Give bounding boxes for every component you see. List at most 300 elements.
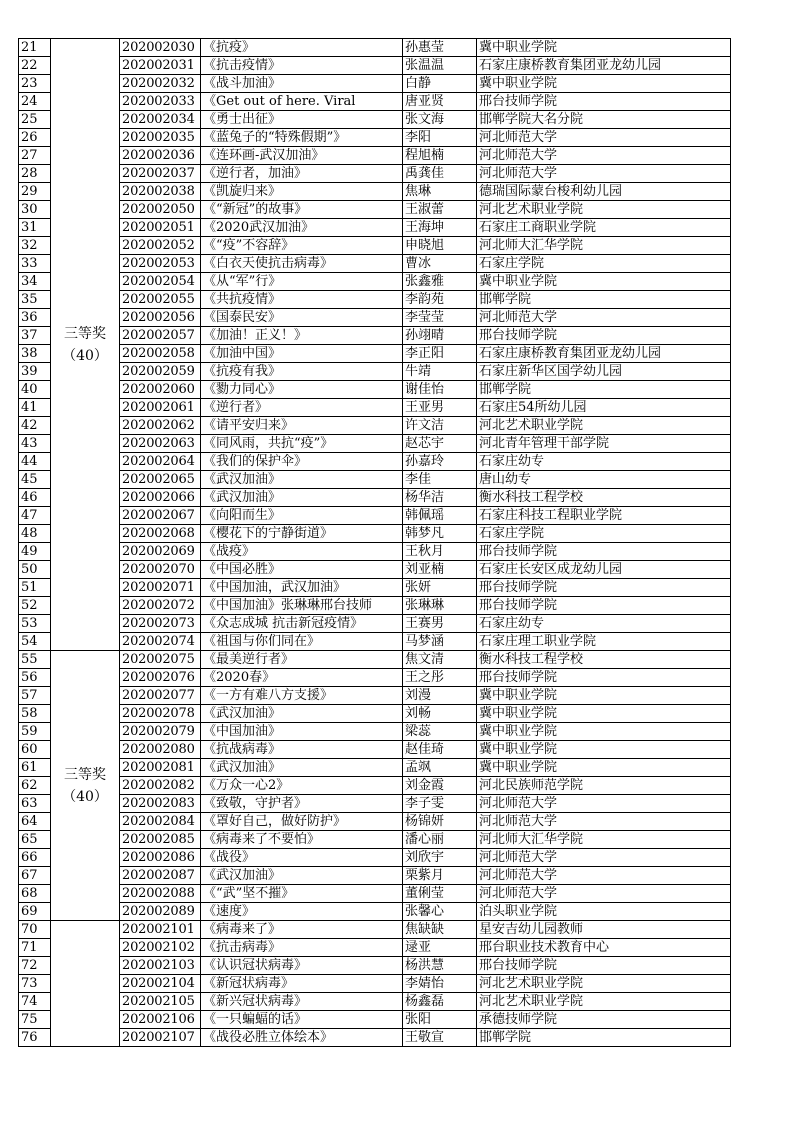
entry-id-cell: 202002058 — [120, 345, 201, 363]
work-title-cell: 《加油中国》 — [201, 345, 403, 363]
organization-cell: 河北艺术职业学院 — [477, 201, 731, 219]
table-row — [19, 255, 731, 273]
entry-id-cell: 202002105 — [120, 993, 201, 1011]
author-name-cell: 王淑蕾 — [403, 201, 477, 219]
table-row — [19, 111, 731, 129]
row-number-cell: 24 — [19, 93, 51, 111]
work-title-cell: 《勠力同心》 — [201, 381, 403, 399]
author-name-cell: 张馨心 — [403, 903, 477, 921]
table-row — [19, 831, 731, 849]
entry-id-cell: 202002084 — [120, 813, 201, 831]
entry-id-cell: 202002071 — [120, 579, 201, 597]
row-number-cell: 66 — [19, 849, 51, 867]
table-row — [19, 867, 731, 885]
row-number-cell: 42 — [19, 417, 51, 435]
work-title-cell: 《致敬，守护者》 — [201, 795, 403, 813]
table-row — [19, 201, 731, 219]
award-level: 三等奖 — [64, 766, 106, 783]
organization-cell: 石家庄科技工程职业学院 — [477, 507, 731, 525]
organization-cell: 邢台技师学院 — [477, 579, 731, 597]
row-number-cell: 75 — [19, 1011, 51, 1029]
organization-cell: 冀中职业学院 — [477, 759, 731, 777]
author-name-cell: 赵芯宇 — [403, 435, 477, 453]
table-row — [19, 957, 731, 975]
author-name-cell: 张琳琳 — [403, 597, 477, 615]
work-title-cell: 《我们的保护伞》 — [201, 453, 403, 471]
row-number-cell: 69 — [19, 903, 51, 921]
author-name-cell: 杨华洁 — [403, 489, 477, 507]
entry-id-cell: 202002032 — [120, 75, 201, 93]
table-row — [19, 669, 731, 687]
entry-id-cell: 202002050 — [120, 201, 201, 219]
award-level-cell — [51, 39, 120, 651]
work-title-cell: 《万众一心2》 — [201, 777, 403, 795]
author-name-cell: 焦琳 — [403, 183, 477, 201]
table-row — [19, 543, 731, 561]
row-number-cell: 49 — [19, 543, 51, 561]
author-name-cell: 韩佩瑶 — [403, 507, 477, 525]
organization-cell: 邯郸学院 — [477, 291, 731, 309]
entry-id-cell: 202002107 — [120, 1029, 201, 1047]
row-number-cell: 30 — [19, 201, 51, 219]
table-row — [19, 795, 731, 813]
table-row — [19, 651, 731, 669]
organization-cell: 河北艺术职业学院 — [477, 993, 731, 1011]
author-name-cell: 李莹莹 — [403, 309, 477, 327]
work-title-cell: 《逆行者》 — [201, 399, 403, 417]
author-name-cell: 申晓旭 — [403, 237, 477, 255]
table-row — [19, 471, 731, 489]
row-number-cell: 27 — [19, 147, 51, 165]
author-name-cell: 李婧怡 — [403, 975, 477, 993]
author-name-cell: 杨洪慧 — [403, 957, 477, 975]
work-title-cell: 《新兴冠状病毒》 — [201, 993, 403, 1011]
author-name-cell: 韩梦凡 — [403, 525, 477, 543]
work-title-cell: 《“疫”不容辞》 — [201, 237, 403, 255]
entry-id-cell: 202002079 — [120, 723, 201, 741]
organization-cell: 河北民族师范学院 — [477, 777, 731, 795]
entry-id-cell: 202002078 — [120, 705, 201, 723]
row-number-cell: 62 — [19, 777, 51, 795]
row-number-cell: 39 — [19, 363, 51, 381]
organization-cell: 邯郸学院大名分院 — [477, 111, 731, 129]
entry-id-cell: 202002035 — [120, 129, 201, 147]
organization-cell: 冀中职业学院 — [477, 39, 731, 57]
author-name-cell: 孙翊晴 — [403, 327, 477, 345]
author-name-cell: 刘金霞 — [403, 777, 477, 795]
entry-id-cell: 202002080 — [120, 741, 201, 759]
entry-id-cell: 202002066 — [120, 489, 201, 507]
author-name-cell: 张温温 — [403, 57, 477, 75]
author-name-cell: 王秋月 — [403, 543, 477, 561]
table-row — [19, 489, 731, 507]
entry-id-cell: 202002053 — [120, 255, 201, 273]
author-name-cell: 张阳 — [403, 1011, 477, 1029]
author-name-cell: 李正阳 — [403, 345, 477, 363]
table-row — [19, 183, 731, 201]
organization-cell: 邢台职业技术教育中心 — [477, 939, 731, 957]
work-title-cell: 《白衣天使抗击病毒》 — [201, 255, 403, 273]
organization-cell: 德瑞国际蒙台梭利幼儿园 — [477, 183, 731, 201]
work-title-cell: 《抗击疫情》 — [201, 57, 403, 75]
organization-cell: 泊头职业学院 — [477, 903, 731, 921]
work-title-cell: 《连环画-武汉加油》 — [201, 147, 403, 165]
table-row — [19, 363, 731, 381]
row-number-cell: 54 — [19, 633, 51, 651]
row-number-cell: 65 — [19, 831, 51, 849]
organization-cell: 石家庄54所幼儿园 — [477, 399, 731, 417]
row-number-cell: 25 — [19, 111, 51, 129]
author-name-cell: 王海坤 — [403, 219, 477, 237]
award-table-container — [18, 38, 731, 1047]
author-name-cell: 张文海 — [403, 111, 477, 129]
table-row — [19, 165, 731, 183]
table-row — [19, 417, 731, 435]
table-row — [19, 57, 731, 75]
table-row — [19, 849, 731, 867]
table-row — [19, 453, 731, 471]
row-number-cell: 26 — [19, 129, 51, 147]
author-name-cell: 栗紫月 — [403, 867, 477, 885]
entry-id-cell: 202002103 — [120, 957, 201, 975]
award-level-cell — [51, 651, 120, 921]
author-name-cell: 李阳 — [403, 129, 477, 147]
entry-id-cell: 202002061 — [120, 399, 201, 417]
organization-cell: 河北师范大学 — [477, 795, 731, 813]
entry-id-cell: 202002063 — [120, 435, 201, 453]
row-number-cell: 29 — [19, 183, 51, 201]
row-number-cell: 31 — [19, 219, 51, 237]
row-number-cell: 72 — [19, 957, 51, 975]
author-name-cell: 谢佳怡 — [403, 381, 477, 399]
row-number-cell: 51 — [19, 579, 51, 597]
work-title-cell: 《罩好自己，做好防护》 — [201, 813, 403, 831]
organization-cell: 冀中职业学院 — [477, 687, 731, 705]
row-number-cell: 44 — [19, 453, 51, 471]
entry-id-cell: 202002037 — [120, 165, 201, 183]
author-name-cell: 李韵苑 — [403, 291, 477, 309]
table-row — [19, 705, 731, 723]
table-row — [19, 741, 731, 759]
work-title-cell: 《抗击病毒》 — [201, 939, 403, 957]
author-name-cell: 焦缺缺 — [403, 921, 477, 939]
row-number-cell: 46 — [19, 489, 51, 507]
entry-id-cell: 202002055 — [120, 291, 201, 309]
table-row — [19, 903, 731, 921]
table-row — [19, 219, 731, 237]
organization-cell: 石家庄幼专 — [477, 453, 731, 471]
organization-cell: 石家庄新华区国学幼儿园 — [477, 363, 731, 381]
entry-id-cell: 202002060 — [120, 381, 201, 399]
organization-cell: 河北师范大学 — [477, 849, 731, 867]
work-title-cell: 《一方有难八方支援》 — [201, 687, 403, 705]
organization-cell: 河北师范大学 — [477, 165, 731, 183]
organization-cell: 衡水科技工程学校 — [477, 651, 731, 669]
author-name-cell: 孟飒 — [403, 759, 477, 777]
work-title-cell: 《战斗加油》 — [201, 75, 403, 93]
entry-id-cell: 202002054 — [120, 273, 201, 291]
row-number-cell: 60 — [19, 741, 51, 759]
entry-id-cell: 202002051 — [120, 219, 201, 237]
table-row — [19, 507, 731, 525]
row-number-cell: 35 — [19, 291, 51, 309]
organization-cell: 邢台技师学院 — [477, 327, 731, 345]
row-number-cell: 41 — [19, 399, 51, 417]
entry-id-cell: 202002069 — [120, 543, 201, 561]
organization-cell: 唐山幼专 — [477, 471, 731, 489]
row-number-cell: 32 — [19, 237, 51, 255]
entry-id-cell: 202002070 — [120, 561, 201, 579]
author-name-cell: 王亚男 — [403, 399, 477, 417]
table-row — [19, 813, 731, 831]
row-number-cell: 40 — [19, 381, 51, 399]
entry-id-cell: 202002057 — [120, 327, 201, 345]
entry-id-cell: 202002088 — [120, 885, 201, 903]
award-level-cell — [51, 921, 120, 1047]
award-count: （40） — [62, 788, 108, 805]
work-title-cell: 《中国加油，武汉加油》 — [201, 579, 403, 597]
author-name-cell: 刘漫 — [403, 687, 477, 705]
entry-id-cell: 202002101 — [120, 921, 201, 939]
table-row — [19, 939, 731, 957]
table-row — [19, 1029, 731, 1047]
table-row — [19, 75, 731, 93]
work-title-cell: 《同风雨，共抗“疫”》 — [201, 435, 403, 453]
organization-cell: 河北师大汇华学院 — [477, 831, 731, 849]
organization-cell: 河北师范大学 — [477, 147, 731, 165]
author-name-cell: 张鑫雅 — [403, 273, 477, 291]
work-title-cell: 《Get out of here. Viral — [201, 93, 403, 111]
entry-id-cell: 202002033 — [120, 93, 201, 111]
entry-id-cell: 202002052 — [120, 237, 201, 255]
row-number-cell: 22 — [19, 57, 51, 75]
organization-cell: 星安吉幼儿园教师 — [477, 921, 731, 939]
table-row — [19, 633, 731, 651]
author-name-cell: 焦文清 — [403, 651, 477, 669]
work-title-cell: 《战疫》 — [201, 543, 403, 561]
entry-id-cell: 202002038 — [120, 183, 201, 201]
entry-id-cell: 202002104 — [120, 975, 201, 993]
award-table — [18, 38, 731, 1047]
row-number-cell: 52 — [19, 597, 51, 615]
organization-cell: 邢台技师学院 — [477, 93, 731, 111]
author-name-cell: 刘欣宇 — [403, 849, 477, 867]
author-name-cell: 张妍 — [403, 579, 477, 597]
work-title-cell: 《蓝兔子的“特殊假期”》 — [201, 129, 403, 147]
work-title-cell: 《“新冠”的故事》 — [201, 201, 403, 219]
organization-cell: 石家庄学院 — [477, 255, 731, 273]
row-number-cell: 61 — [19, 759, 51, 777]
work-title-cell: 《向阳而生》 — [201, 507, 403, 525]
work-title-cell: 《2020春》 — [201, 669, 403, 687]
work-title-cell: 《武汉加油》 — [201, 471, 403, 489]
entry-id-cell: 202002031 — [120, 57, 201, 75]
row-number-cell: 64 — [19, 813, 51, 831]
entry-id-cell: 202002073 — [120, 615, 201, 633]
organization-cell: 邢台技师学院 — [477, 669, 731, 687]
entry-id-cell: 202002086 — [120, 849, 201, 867]
entry-id-cell: 202002085 — [120, 831, 201, 849]
award-table-body — [19, 39, 731, 1047]
entry-id-cell: 202002065 — [120, 471, 201, 489]
row-number-cell: 74 — [19, 993, 51, 1011]
row-number-cell: 33 — [19, 255, 51, 273]
entry-id-cell: 202002081 — [120, 759, 201, 777]
organization-cell: 河北艺术职业学院 — [477, 417, 731, 435]
entry-id-cell: 202002059 — [120, 363, 201, 381]
organization-cell: 河北艺术职业学院 — [477, 975, 731, 993]
work-title-cell: 《抗疫有我》 — [201, 363, 403, 381]
author-name-cell: 孙嘉玲 — [403, 453, 477, 471]
organization-cell: 邢台技师学院 — [477, 957, 731, 975]
row-number-cell: 73 — [19, 975, 51, 993]
row-number-cell: 71 — [19, 939, 51, 957]
table-row — [19, 237, 731, 255]
organization-cell: 冀中职业学院 — [477, 273, 731, 291]
work-title-cell: 《中国必胜》 — [201, 561, 403, 579]
entry-id-cell: 202002068 — [120, 525, 201, 543]
table-row — [19, 975, 731, 993]
work-title-cell: 《逆行者，加油》 — [201, 165, 403, 183]
table-row — [19, 921, 731, 939]
organization-cell: 河北师大汇华学院 — [477, 237, 731, 255]
entry-id-cell: 202002074 — [120, 633, 201, 651]
row-number-cell: 36 — [19, 309, 51, 327]
work-title-cell: 《抗战病毒》 — [201, 741, 403, 759]
table-row — [19, 615, 731, 633]
row-number-cell: 50 — [19, 561, 51, 579]
entry-id-cell: 202002089 — [120, 903, 201, 921]
row-number-cell: 67 — [19, 867, 51, 885]
author-name-cell: 杨锦妍 — [403, 813, 477, 831]
organization-cell: 冀中职业学院 — [477, 75, 731, 93]
work-title-cell: 《共抗疫情》 — [201, 291, 403, 309]
organization-cell: 河北师范大学 — [477, 813, 731, 831]
row-number-cell: 48 — [19, 525, 51, 543]
table-row — [19, 39, 731, 57]
work-title-cell: 《新冠状病毒》 — [201, 975, 403, 993]
entry-id-cell: 202002087 — [120, 867, 201, 885]
work-title-cell: 《樱花下的宁静街道》 — [201, 525, 403, 543]
entry-id-cell: 202002083 — [120, 795, 201, 813]
work-title-cell: 《中国加油》 — [201, 723, 403, 741]
row-number-cell: 76 — [19, 1029, 51, 1047]
author-name-cell: 杨鑫磊 — [403, 993, 477, 1011]
table-row — [19, 561, 731, 579]
author-name-cell: 马梦涵 — [403, 633, 477, 651]
entry-id-cell: 202002056 — [120, 309, 201, 327]
author-name-cell: 逯亚 — [403, 939, 477, 957]
entry-id-cell: 202002106 — [120, 1011, 201, 1029]
table-row — [19, 525, 731, 543]
table-row — [19, 777, 731, 795]
row-number-cell: 58 — [19, 705, 51, 723]
organization-cell: 衡水科技工程学校 — [477, 489, 731, 507]
author-name-cell: 李佳 — [403, 471, 477, 489]
entry-id-cell: 202002064 — [120, 453, 201, 471]
table-row — [19, 1011, 731, 1029]
author-name-cell: 王赛男 — [403, 615, 477, 633]
table-row — [19, 345, 731, 363]
organization-cell: 石家庄理工职业学院 — [477, 633, 731, 651]
author-name-cell: 刘畅 — [403, 705, 477, 723]
work-title-cell: 《勇士出征》 — [201, 111, 403, 129]
row-number-cell: 68 — [19, 885, 51, 903]
work-title-cell: 《速度》 — [201, 903, 403, 921]
entry-id-cell: 202002030 — [120, 39, 201, 57]
organization-cell: 冀中职业学院 — [477, 705, 731, 723]
table-row — [19, 93, 731, 111]
organization-cell: 河北师范大学 — [477, 885, 731, 903]
row-number-cell: 34 — [19, 273, 51, 291]
organization-cell: 邯郸学院 — [477, 1029, 731, 1047]
work-title-cell: 《病毒来了不要怕》 — [201, 831, 403, 849]
work-title-cell: 《众志成城 抗击新冠疫情》 — [201, 615, 403, 633]
work-title-cell: 《一只蝙蝠的话》 — [201, 1011, 403, 1029]
work-title-cell: 《加油！正义！》 — [201, 327, 403, 345]
author-name-cell: 曹冰 — [403, 255, 477, 273]
author-name-cell: 孙惠莹 — [403, 39, 477, 57]
organization-cell: 石家庄幼专 — [477, 615, 731, 633]
organization-cell: 河北师范大学 — [477, 309, 731, 327]
author-name-cell: 王之彤 — [403, 669, 477, 687]
author-name-cell: 禹龚佳 — [403, 165, 477, 183]
organization-cell: 石家庄长安区成龙幼儿园 — [477, 561, 731, 579]
entry-id-cell: 202002036 — [120, 147, 201, 165]
work-title-cell: 《“武”坚不摧》 — [201, 885, 403, 903]
organization-cell: 冀中职业学院 — [477, 741, 731, 759]
author-name-cell: 唐亚贤 — [403, 93, 477, 111]
table-row — [19, 147, 731, 165]
organization-cell: 承德技师学院 — [477, 1011, 731, 1029]
entry-id-cell: 202002076 — [120, 669, 201, 687]
table-row — [19, 327, 731, 345]
row-number-cell: 21 — [19, 39, 51, 57]
author-name-cell: 潘心丽 — [403, 831, 477, 849]
entry-id-cell: 202002062 — [120, 417, 201, 435]
table-row — [19, 291, 731, 309]
author-name-cell: 李子雯 — [403, 795, 477, 813]
entry-id-cell: 202002075 — [120, 651, 201, 669]
row-number-cell: 43 — [19, 435, 51, 453]
row-number-cell: 23 — [19, 75, 51, 93]
author-name-cell: 牛靖 — [403, 363, 477, 381]
organization-cell: 邢台技师学院 — [477, 597, 731, 615]
work-title-cell: 《中国加油》张琳琳邢台技师 — [201, 597, 403, 615]
organization-cell: 邯郸学院 — [477, 381, 731, 399]
table-row — [19, 759, 731, 777]
entry-id-cell: 202002072 — [120, 597, 201, 615]
work-title-cell: 《抗疫》 — [201, 39, 403, 57]
row-number-cell: 59 — [19, 723, 51, 741]
table-row — [19, 273, 731, 291]
author-name-cell: 董俐莹 — [403, 885, 477, 903]
entry-id-cell: 202002082 — [120, 777, 201, 795]
table-row — [19, 381, 731, 399]
table-row — [19, 309, 731, 327]
organization-cell: 石家庄康桥教育集团亚龙幼儿园 — [477, 57, 731, 75]
row-number-cell: 45 — [19, 471, 51, 489]
work-title-cell: 《战役》 — [201, 849, 403, 867]
table-row — [19, 885, 731, 903]
work-title-cell: 《国泰民安》 — [201, 309, 403, 327]
row-number-cell: 56 — [19, 669, 51, 687]
table-row — [19, 723, 731, 741]
award-count: （40） — [62, 347, 108, 364]
row-number-cell: 70 — [19, 921, 51, 939]
row-number-cell: 37 — [19, 327, 51, 345]
organization-cell: 冀中职业学院 — [477, 723, 731, 741]
